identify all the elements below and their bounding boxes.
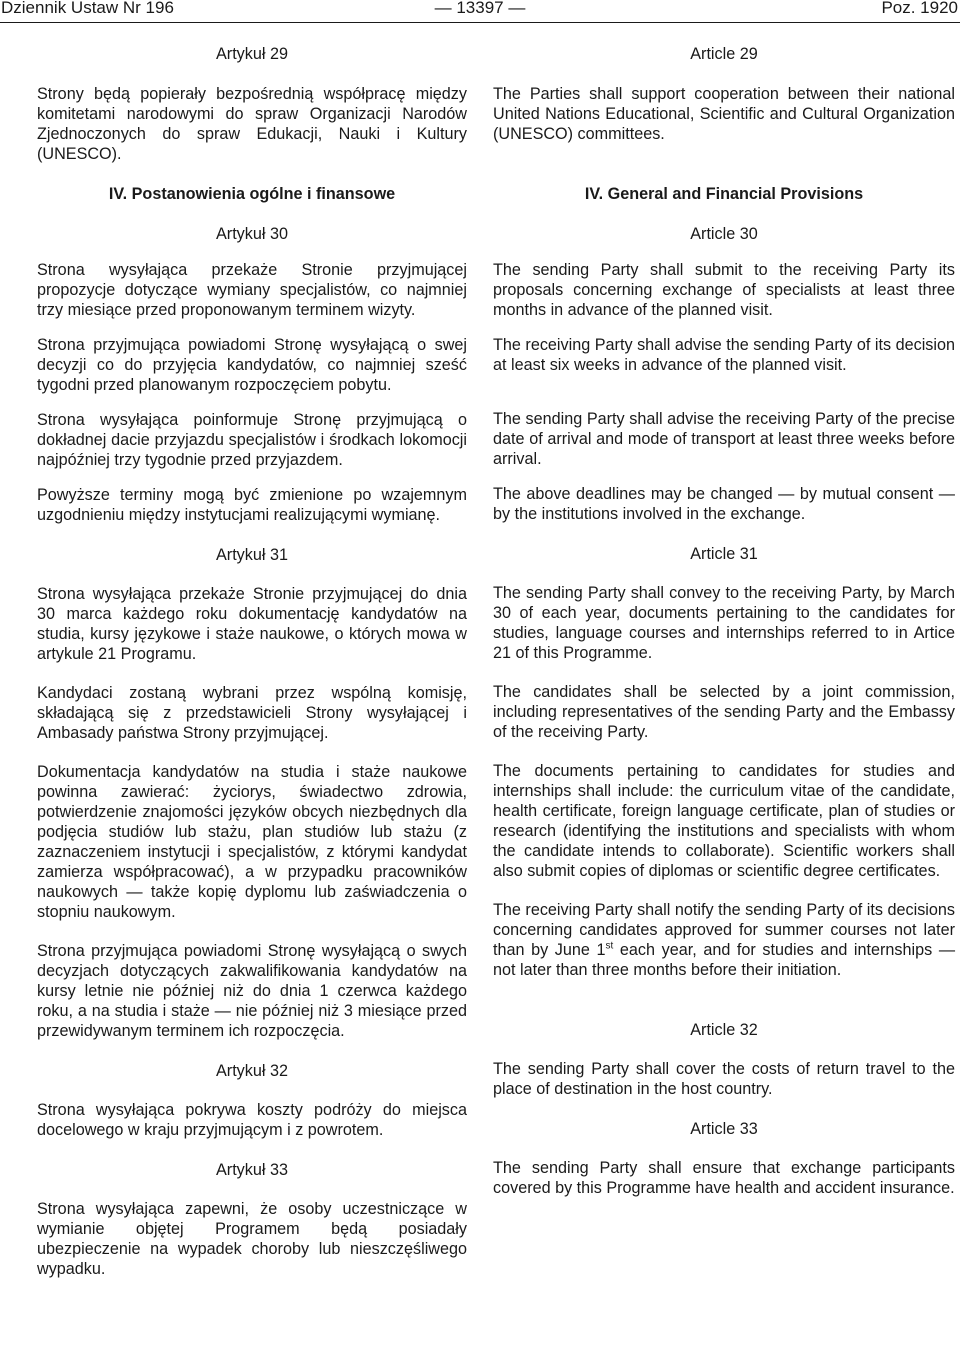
article-31-paragraph-4: Strona przyjmująca powiadomi Stronę wysyłającą o swych decyzjach dotyczących zakwalifikowania kandydatów na kursy letnie nie później niż do dnia 1 czerwca każdego roku, a na studia i staże — nie później niż 3 miesiące przed przewidywanym terminem ich rozpoczęcia. [37,942,467,1040]
article-30-heading: Article 30 [690,225,758,243]
article-31-paragraph-3: Dokumentacja kandydatów na studia i staże naukowe powinna zawierać: życiorys, świadectwo zdrowia, potwierdzenie znajomości języków obcych niezbędnych dla podjęcia studiów lub stażu, plan studiów lub stażu (z zaznaczeniem instytucji i specjalistów, z którymi kandydat zamierza współpracować), a w przypadku pracowników naukowych — także kopię dyplomu lub zaświadczenia o stopniu naukowym. [37,763,467,921]
article-33-paragraph: The sending Party shall ensure that exchange participants covered by this Programme have health and accident insurance. [493,1159,955,1197]
article-30-paragraph-4: Powyższe terminy mogą być zmienione po wzajemnym uzgodnieniu między instytucjami realizującymi wymianę. [37,486,467,524]
english-column [493,44,955,1198]
article-32-heading: Artykuł 32 [216,1062,288,1080]
article-31-heading: Artykuł 31 [216,546,288,564]
article-29-heading: Article 29 [690,45,758,63]
article-29-heading: Artykuł 29 [216,45,288,63]
article-30-paragraph-4: The above deadlines may be changed — by mutual consent — by the institutions involved in the exchange. [493,485,955,523]
polish-column [37,44,467,1279]
article-30-paragraph-1: Strona wysyłająca przekaże Stronie przyjmującej propozycje dotyczące wymiany specjalistów, co najmniej trzy miesiące przed proponowanym terminem wizyty. [37,261,467,319]
article-33-heading: Artykuł 33 [216,1161,288,1179]
article-30-paragraph-2: Strona przyjmująca powiadomi Stronę wysyłającą o swej decyzji co do przyjęcia kandydatów, co najmniej sześć tygodni przed planowanym rozpoczęciem pobytu. [37,336,467,394]
article-30-heading: Artykuł 30 [216,225,288,243]
article-31-paragraph-2: The candidates shall be selected by a joint commission, including representatives of the sending Party and the Embassy of the receiving Party. [493,683,955,741]
article-31-heading: Article 31 [690,545,758,563]
article-30-paragraph-1: The sending Party shall submit to the receiving Party its proposals concerning exchange of specialists at least three months in advance of the planned visit. [493,261,955,319]
article-31-paragraph-1: The sending Party shall convey to the receiving Party, by March 30 of each year, documents pertaining to the candidates for studies, language courses and internships referred to in Artice 21 of this Programme. [493,584,955,662]
article-31-paragraph-4-text-b: each year, and for studies and internships — not later than three months before their initiation. [493,941,956,979]
article-29-paragraph: Strony będą popierały bezpośrednią współpracę między komitetami narodowymi do spraw Organizacji Narodów Zjednoczonych do spraw Edukacji, Nauki i Kultury (UNESCO). [37,85,467,163]
article-33-heading: Article 33 [690,1120,758,1138]
article-29-paragraph: The Parties shall support cooperation between their national United Nations Educational, Scientific and Cultural Organization (UNESCO) committees. [493,85,955,143]
article-32-heading: Article 32 [690,1021,758,1039]
section-iv-heading: IV. Postanowienia ogólne i finansowe [108,185,396,203]
article-31-paragraph-4-text-a: The receiving Party shall notify the sending Party of its decisions concerning candidates approved for summer courses not later than by June 1 [493,901,955,959]
article-32-paragraph: The sending Party shall cover the costs of return travel to the place of destination in the host country. [493,1060,955,1098]
page-header [0,0,960,23]
article-33-paragraph: Strona wysyłająca zapewni, że osoby uczestniczące w wymianie objętej Programem będą posiadały ubezpieczenie na wypadek choroby lub nieszczęśliwego wypadku. [37,1200,467,1278]
section-iv-heading: IV. General and Financial Provisions [584,185,864,203]
article-30-paragraph-3: The sending Party shall advise the receiving Party of the precise date of arrival and mode of transport at least three weeks before arrival. [493,410,955,468]
ordinal-suffix: st [605,940,614,952]
article-32-paragraph: Strona wysyłająca pokrywa koszty podróży do miejsca docelowego w kraju przyjmującym i z powrotem. [37,1101,467,1139]
journal-title: Dziennik Ustaw Nr 196 [1,0,174,17]
page-number: — 13397 — [434,0,526,17]
article-31-paragraph-1: Strona wysyłająca przekaże Stronie przyjmującej do dnia 30 marca każdego roku dokumentację kandydatów na studia, kursy językowe i staże naukowe, o których mowa w artykule 21 Programu. [37,585,467,663]
article-31-paragraph-2: Kandydaci zostaną wybrani przez wspólną komisję, składającą się z przedstawicieli Strony wysyłającej i Ambasady państwa Strony przyjmującej. [37,684,467,742]
article-30-paragraph-3: Strona wysyłająca poinformuje Stronę przyjmującą o dokładnej dacie przyjazdu specjalistów i środkach lokomocji najpóźniej trzy tygodnie przed przyjazdem. [37,411,467,469]
article-31-paragraph-3: The documents pertaining to candidates for studies and internships shall include: the curriculum vitae of the candidate, health certificate, foreign language certificate, plan of studies or research (identifying the institutions and specialists with whom the candidate intends to collaborate). Scientific workers shall also submit copies of diplomas or scientific degree certificates. [493,762,955,880]
article-30-paragraph-2: The receiving Party shall advise the sending Party of its decision at least six weeks in advance of the planned visit. [493,336,955,374]
article-31-paragraph-4 [493,900,955,980]
position-number: Poz. 1920 [881,0,958,17]
